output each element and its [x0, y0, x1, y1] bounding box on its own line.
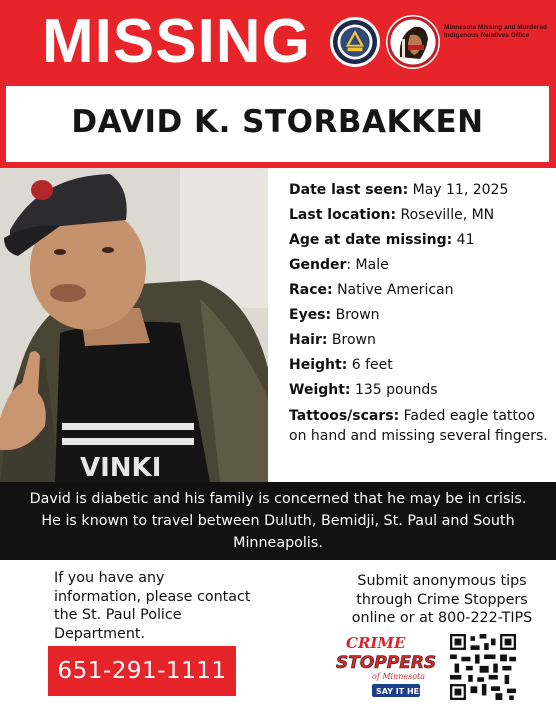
detail-gender: Gender: Male	[289, 257, 389, 273]
crime-stoppers-logo	[334, 634, 444, 700]
state-seal-logo	[330, 17, 380, 67]
detail-weight: Weight: 135 pounds	[289, 382, 438, 398]
shirt-print: VINKI	[80, 453, 162, 482]
police-phone-number: 651-291-1111	[48, 646, 236, 696]
svg-text:SAY IT HERE: SAY IT HERE	[376, 687, 431, 696]
mmir-office-logo	[386, 15, 440, 69]
detail-date-last-seen: Date last seen: May 11, 2025	[289, 182, 509, 198]
missing-title: MISSING	[42, 7, 311, 76]
office-name: Minnesota Missing and Murdered Indigenous Relatives Office	[444, 24, 547, 39]
detail-age: Age at date missing: 41	[289, 232, 475, 248]
crisis-notice-text: David is diabetic and his family is concerned that he may be in crisis. He is known to travel between Duluth, Bemidji, St. Paul and South Minneapolis.	[29, 491, 527, 551]
detail-height: Height: 6 feet	[289, 357, 393, 373]
detail-hair: Hair: Brown	[289, 332, 376, 348]
detail-race: Race: Native American	[289, 282, 454, 298]
detail-eyes: Eyes: Brown	[289, 307, 380, 323]
missing-person-photo	[0, 168, 268, 482]
header-banner	[0, 0, 556, 168]
crime-stoppers-text: Submit anonymous tips through Crime Stoppers online or at 800-222-TIPS	[351, 573, 533, 626]
svg-text:STOPPERS: STOPPERS	[336, 653, 437, 673]
detail-last-location: Last location: Roseville, MN	[289, 207, 495, 223]
details-list	[289, 178, 551, 446]
svg-text:CRIME: CRIME	[346, 634, 406, 652]
detail-tattoos: Tattoos/scars: Faded eagle tattoo on hand and missing several fingers.	[289, 408, 548, 444]
crisis-notice-band	[0, 482, 556, 560]
police-contact-text: If you have any information, please contact the St. Paul Police Department.	[54, 570, 251, 642]
missing-person-name: DAVID K. STORBAKKEN	[71, 104, 484, 140]
name-band	[6, 86, 549, 162]
qr-code[interactable]	[450, 634, 516, 700]
svg-text:of Minnesota: of Minnesota	[372, 672, 426, 681]
